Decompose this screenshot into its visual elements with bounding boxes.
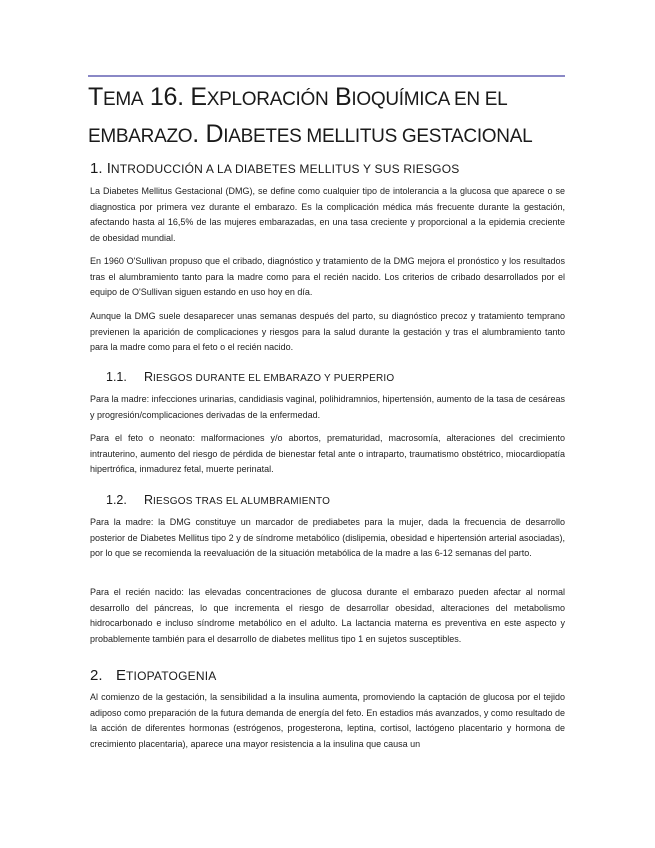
- section-heading-1-2: 1.2. RIESGOS TRAS EL ALUMBRAMIENTO: [106, 493, 331, 507]
- paragraph: Aunque la DMG suele desaparecer unas semanas después del parto, su diagnóstico precoz y tratamiento temprano previenen la aparición de complicaciones y riesgos para la salud durante la gestación y tras el alumbramiento tanto para la madre como para el feto o el recién nacido.: [90, 311, 565, 353]
- paragraph: Para la madre: infecciones urinarias, candidiasis vaginal, polihidramnios, hipertensión, aumento de la tasa de cesáreas y progresión/complicaciones derivadas de la enfermedad.: [90, 394, 565, 420]
- paragraph: Al comienzo de la gestación, la sensibilidad a la insulina aumenta, promoviendo la captación de glucosa por el tejido adiposo como preparación de la futura demanda de energía del feto. En estadios más avanzados, y como resultado de la acción de diferentes hormonas (estrógenos, progesterona, leptina, cortisol, lactógeno placentario y hormona de crecimiento placentaria), aparece una mayor resistencia a la insulina que causa un: [90, 692, 565, 749]
- paragraph: En 1960 O'Sullivan propuso que el cribado, diagnóstico y tratamiento de la DMG mejora el pronóstico y los resultados tras el alumbramiento tanto para la madre como para el recién nacido. Los criterios de cribado desarrollados por el equipo de O'Sullivan siguen estando en uso hoy en día.: [90, 256, 565, 298]
- paragraph: Para el recién nacido: las elevadas concentraciones de glucosa durante el embarazo pueden afectar al normal desarrollo del páncreas, lo que incrementa el riesgo de desarrollar obesidad, alteraciones del metabolismo hidrocarbonado e incluso síndrome metabólico en el adulto. La lactancia materna es preventiva en este aspecto y probablemente también para el desarrollo de diabetes mellitus tipo 1 en sujetos susceptibles.: [90, 587, 565, 644]
- title-rule: [88, 75, 565, 77]
- paragraph: Para la madre: la DMG constituye un marcador de prediabetes para la mujer, dada la frecuencia de desarrollo posterior de Diabetes Mellitus tipo 2 y de síndrome metabólico (dislipemia, obesidad e hipertensión arterial asociadas), por lo que se recomienda la reevaluación de la situación metabólica de la madre a las 6-12 semanas del parto.: [90, 517, 565, 559]
- page-title: TEMA 16. EXPLORACIÓN BIOQUÍMICA EN EL EMBARAZO. DIABETES MELLITUS GESTACIONAL: [88, 83, 533, 148]
- paragraph: La Diabetes Mellitus Gestacional (DMG), se define como cualquier tipo de intolerancia a la glucosa que aparece o se diagnostica por primera vez durante el embarazo. Es la complicación médica más frecuente durante la gestación, afectando hasta al 16,5% de las mujeres embarazadas, en una tasa creciente y proporcional a la epidemia creciente de obesidad mundial.: [90, 186, 565, 243]
- paragraph: Para el feto o neonato: malformaciones y/o abortos, prematuridad, macrosomía, alteraciones del crecimiento intrauterino, aumento del riesgo de pérdida de bienestar fetal ante o intraparto, traumatismo obstétrico, miocardiopatía hipertrófica, inmadurez fetal, muerte perinatal.: [90, 433, 565, 475]
- section-heading-1-1: 1.1. RIESGOS DURANTE EL EMBARAZO Y PUERPERIO: [106, 370, 395, 384]
- section-heading-2: 2. ETIOPATOGENIA: [90, 667, 217, 684]
- section-heading-1: 1. INTRODUCCIÓN A LA DIABETES MELLITUS Y SUS RIESGOS: [90, 160, 460, 177]
